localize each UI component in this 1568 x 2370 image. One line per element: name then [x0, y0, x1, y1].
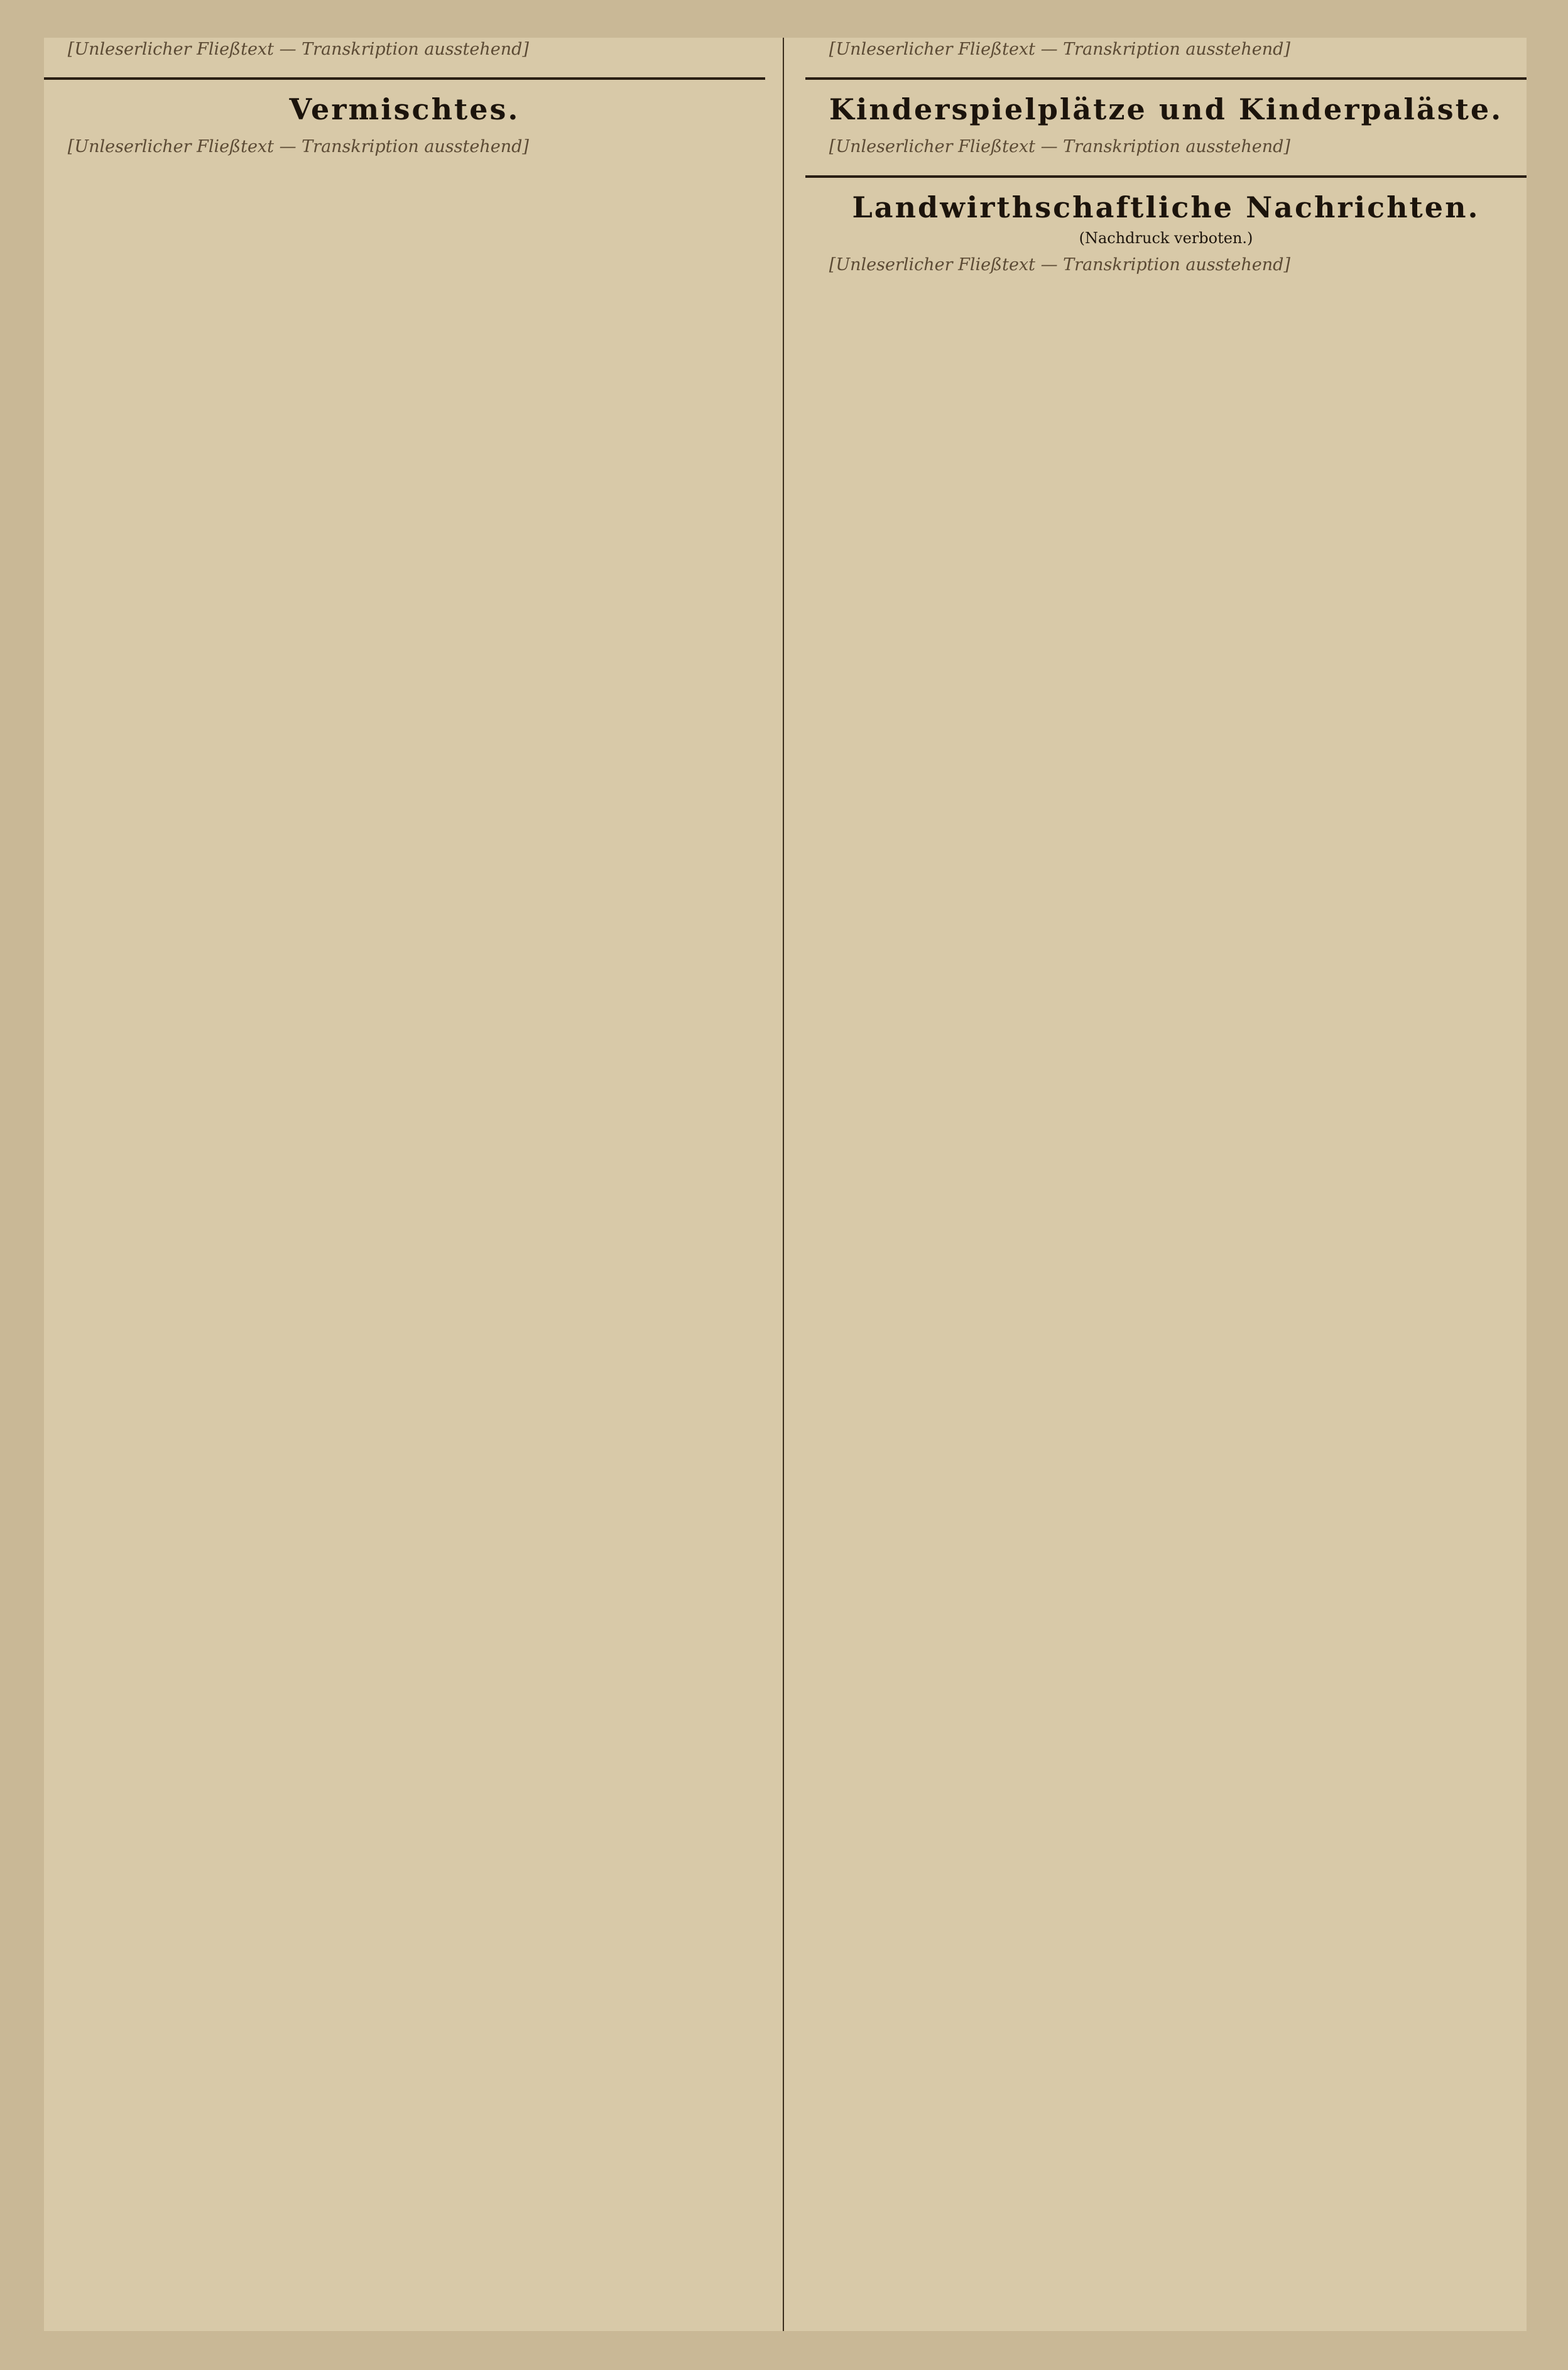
- body-text: [Unleserlicher Fließtext — Transkription ausstehend]: [829, 137, 1290, 157]
- right-column: [805, 38, 1527, 2331]
- body-text: [Unleserlicher Fließtext — Transkription ausstehend]: [829, 40, 1290, 59]
- section-rule: [805, 77, 1527, 80]
- left-column: [44, 38, 784, 2331]
- section-heading: Vermischtes.: [289, 92, 520, 127]
- body-text: [Unleserlicher Fließtext — Transkription ausstehend]: [829, 254, 1290, 275]
- section-rule: [44, 77, 765, 80]
- section-heading: Kinderspielplätze und Kinderpaläste.: [829, 92, 1503, 127]
- section-heading: Landwirthschaftliche Nachrichten.: [852, 190, 1480, 224]
- body-text: [Unleserlicher Fließtext — Transkription ausstehend]: [67, 137, 529, 157]
- body-text: [Unleserlicher Fließtext — Transkription ausstehend]: [67, 40, 529, 59]
- newspaper-page: [44, 38, 1527, 2331]
- reprint-note: (Nachdruck verboten.): [1079, 229, 1253, 247]
- section-rule: [805, 175, 1527, 178]
